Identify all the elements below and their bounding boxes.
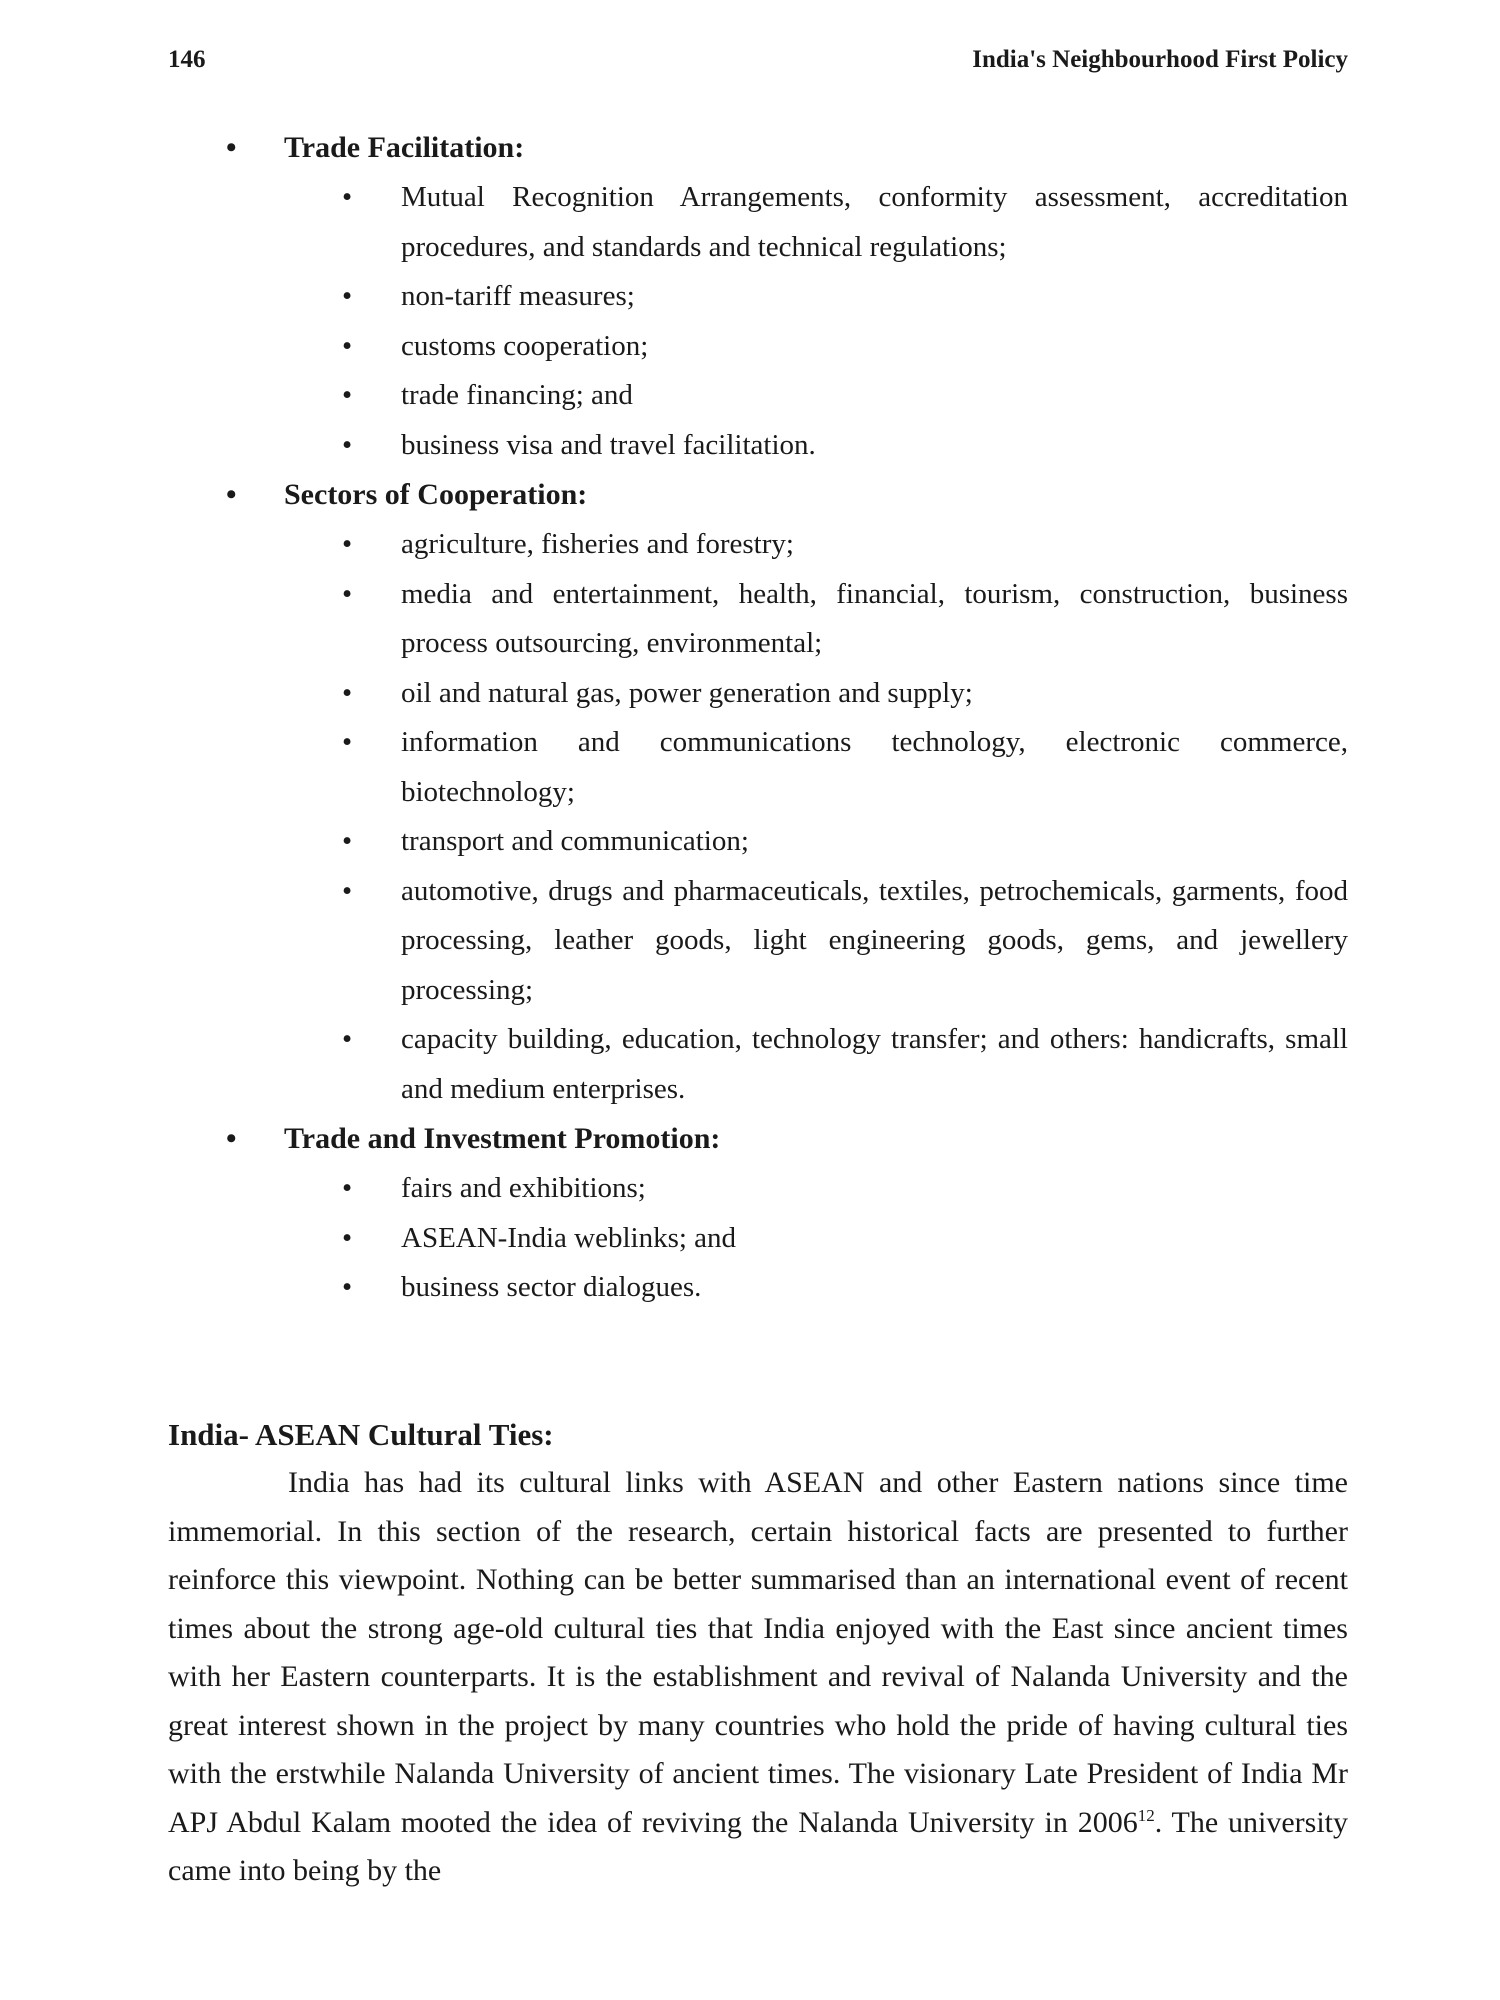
- running-title: India's Neighbourhood First Policy: [972, 46, 1348, 73]
- section-sectors-of-cooperation: [168, 470, 1348, 1114]
- section-heading: • Trade and Investment Promotion:: [168, 1114, 1348, 1164]
- list-item: • non-tariff measures;: [168, 272, 1348, 322]
- list-item: • transport and communication;: [168, 817, 1348, 867]
- cultural-ties-paragraph: [168, 1459, 1348, 1896]
- list-item: • business sector dialogues.: [168, 1263, 1348, 1313]
- list-item: • oil and natural gas, power generation and supply;: [168, 669, 1348, 719]
- list-item: • information and communications technology, electronic commerce, biotechnology;: [168, 718, 1348, 817]
- list-item: • Mutual Recognition Arrangements, conformity assessment, accreditation procedures, and standards and technical regulations;: [168, 173, 1348, 272]
- section-heading: • Sectors of Cooperation:: [168, 470, 1348, 520]
- cultural-ties-heading: India- ASEAN Cultural Ties:: [168, 1417, 554, 1452]
- footnote-reference: 12: [1137, 1805, 1155, 1825]
- list-item: • agriculture, fisheries and forestry;: [168, 520, 1348, 570]
- sub-list: [168, 1164, 1348, 1313]
- list-item: • capacity building, education, technology transfer; and others: handicrafts, small and medium enterprises.: [168, 1015, 1348, 1114]
- section-heading: • Trade Facilitation:: [168, 123, 1348, 173]
- sub-list: [168, 520, 1348, 1114]
- paragraph-text: India has had its cultural links with ASEAN and other Eastern nations since time immemorial. In this section of the research, certain historical facts are presented to further reinforce this viewpoint. Nothing can be better summarised than an international event of recent times about the strong age-old cultural ties that India enjoyed with the East since ancient times with her Eastern counterparts. It is the establishment and revival of Nalanda University and the great interest shown in the project by many countries who hold the pride of having cultural ties with the erstwhile Nalanda University of ancient times. The visionary Late President of India Mr APJ Abdul Kalam mooted the idea of reviving the Nalanda University in 2006: [168, 1466, 1348, 1839]
- sub-list: [168, 173, 1348, 470]
- list-item: • ASEAN-India weblinks; and: [168, 1214, 1348, 1264]
- section-trade-facilitation: [168, 123, 1348, 470]
- list-item: • business visa and travel facilitation.: [168, 421, 1348, 471]
- page-number: 146: [168, 46, 206, 73]
- cooperation-list: [168, 123, 1348, 1313]
- section-trade-investment-promotion: [168, 1114, 1348, 1313]
- paragraph-text-end: . The university came into being by the: [168, 1805, 1348, 1887]
- list-item: • customs cooperation;: [168, 322, 1348, 372]
- list-item: • fairs and exhibitions;: [168, 1164, 1348, 1214]
- list-item: • trade financing; and: [168, 371, 1348, 421]
- running-head: [168, 40, 1348, 80]
- list-item: • media and entertainment, health, financial, tourism, construction, business process outsourcing, environmental;: [168, 570, 1348, 669]
- list-item: • automotive, drugs and pharmaceuticals, textiles, petrochemicals, garments, food processing, leather goods, light engineering goods, gems, and jewellery processing;: [168, 867, 1348, 1016]
